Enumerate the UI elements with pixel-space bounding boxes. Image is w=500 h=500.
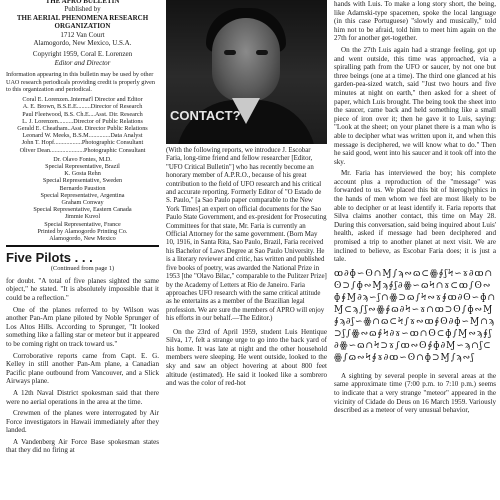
rep-line: Special Representative, France [44, 220, 121, 228]
rep-line: Special Representative, Sweden [42, 177, 123, 185]
rep-line: Jimmie Kuvol [64, 213, 101, 221]
article-paragraph: Mr. Faria has interviewed the boy; his complete account plus a reproduction of the "message" was forwarded to us. We placed this bit of hieroglyphics in the hands of men whom we feel are most likely to be able to decipher or at least identify it. Faria reports that Silva claims another contact, this time on May 28. During this conversation, said being inquired about Luis' health, asked if message had been deciphered and promised a trip to another planet at next visit. We are inclined to believe, as Escobar Faria does; it is just a tale. [334, 169, 496, 264]
rep-line: Special Representative, Eastern Canada [33, 206, 132, 214]
five-pilots-headline: Five Pilots . . . [6, 250, 93, 266]
rep-line: Printed by Alamogordo Printing Co. [37, 227, 128, 235]
left-column [6, 0, 159, 458]
story-opening: On the 23rd of April 1959, student Luis Hentique Silva, 17, felt a strange urge to go into the back yard of his home. It was late at night and the other household members were sleeping. He went outside, looked to the sky and saw an object hovering at about 800 feet altitude (estimated). He said it looked like a sombrero and was the color of red-hot [166, 327, 327, 388]
rep-line: Graham Conway [61, 198, 104, 206]
staff-line: John T. Hopf..................Photographic Consultant [21, 139, 144, 147]
masthead [6, 0, 159, 67]
article-paragraph: A 12th Naval District spokesman said that there were no aerial operations in the area at the time. [6, 388, 159, 406]
article-paragraph: for doubt. "A total of five planes sighted the same object," he stated. "It is absolutely impossible that it could be a reflection." [6, 276, 159, 302]
masthead-title: THE APRO BULLETIN [45, 0, 120, 5]
continued-note: (Continued from page 1) [50, 265, 115, 273]
rep-line: Special Representative, Argentina [40, 191, 125, 199]
middle-column [166, 0, 327, 391]
hieroglyph-message: ꝏ∂ɸ∽ʘ∩Ɱ∫ϡ∾ɷ⊂ꙮ∮ʃϞ∽ɤ∂ꝏ∩ʘ⊃∫ɸ∾Ɱϡ∮ʃ∂ꙮ∽ɷϞ∩ɤ⊂ꝏ∫ʘ∾ɸ∮Ɱ∂ϡ∽ʃ∩ꙮ⊃ɷ∫Ϟ∾ɤ∮ꝏ∂ʘ∽ɸ∩Ɱ⊂ϡ∫ʃ∾ꙮ∮ɷ∂Ϟ∽ɤ∩ꝏ⊃ʘ∫ɸ∾Ɱ∮ϡ∂ʃ∽ꙮ∩ɷ⊂Ϟ∫ɤ∾ꝏ∮ʘ∂ɸ∽Ɱ∩ϡ⊃ʃ∫ꙮ∾ɷ∮Ϟ∂ɤ∽ꝏ∩ʘ⊂ɸ∫Ɱ∾ϡ∮ʃ∂ꙮ∽ɷ∩Ϟ⊃ɤ∫ꝏ∾ʘ∮ɸ∂Ɱ∽ϡ∩ʃ⊂ꙮ∫ɷ∾Ϟ∮ɤ∂ꝏ∽ʘ∩ɸ⊃Ɱ∫ϡ∾ʃ [334, 268, 496, 363]
article-paragraph: Corroborative reports came from Capt. E. G. Kelley in still another Pan-Am plane, a Canadian Pacific plane outbound from Vancouver, and a Slick Airways plane. [6, 351, 159, 386]
address-line-2: Alamogordo, New Mexico, U.S.A. [33, 39, 132, 48]
article-paragraph: On the 27th Luis again had a strange feeling, got up and went outside, this time was approached, via a spiralling path from the UFO or saucer, by not one but three beings (one at a time). The third one glanced at his garden-pea-sized watch, said "Just two hours and five minutes at night on earth," then asked for a sheet of paper, which Luis brought. The being took the sheet into the saucer, came back and held something like a small piece of iron over it; then he gave it to Luis, saying: "Look at the sheet; on your planet there is a man who is able to decipher what was written upon it, and when this message is deciphered, we will know what to do." Then he said good, went into his saucer and it took off into the sky. [334, 45, 496, 166]
staff-line: Paul Fleetwood, B.S. Ch.E....Asst. Dir. Research [22, 110, 143, 118]
staff-line: L. J. Lorenzen..........Director of Public Relations [22, 117, 143, 125]
section-divider [6, 245, 159, 247]
usage-notice: Information appearing in this bulletin may be used by other UAO research periodicals providing credit is properly given to this organization and periodical. [6, 71, 155, 93]
article-paragraph: A sighting by several people in several areas at the same approximate time (7:00 p.m. to 7:10 p.m.) seems to indicate that a very strange "meteor" appeared in the vicinity of Cidade do Deus on 16 March 1959. Variously described as a meteor of very unusual behavior, [334, 371, 496, 415]
published-by: Published by [64, 5, 101, 14]
article-paragraph: One of the planes referred to by Wilson was another Pan-Am plane piloted by Noble Sprunger of Los Altos Hills. According to Sprunger, "It looked something like a falling star or meteor but it appeared to be coming right on track toward us." [6, 305, 159, 348]
staff-line: Coral E. Lorenzen..Internat'l Director and Editor [22, 96, 143, 104]
staff-list [6, 96, 159, 154]
portrait-photo [166, 0, 327, 144]
representatives-list [6, 156, 159, 242]
rep-line: Bernardo Paustion [59, 184, 106, 192]
article-paragraph: Crewmen of the planes were interrogated by Air Force investigators in Hawaii immediately after they landed. [6, 409, 159, 435]
rep-line: Alamogordo, New Mexico [49, 235, 116, 242]
article-paragraph: hands with Luis. To make a long story short, the being, like Adamski-type spacemen, spoke the local language (in this case Portuguese) "slowly and musically," told him not to be afraid, told him to meet him again on the 27th for another get-together. [334, 0, 496, 43]
rep-line: Special Representative, Brazil [45, 162, 120, 170]
rep-line: Dr. Olavo Fontes, M.D. [53, 155, 112, 163]
right-column [334, 0, 496, 418]
editor-line: Editor and Director [54, 58, 111, 67]
copyright: Copyright 1959, Coral E. Lorenzen [32, 50, 133, 59]
staff-line: Leonard W. Meeks, B.S.M..............Data Analyst [22, 132, 143, 140]
staff-line: A. E. Brown, B.S.E.E.........Director of Research [22, 103, 143, 111]
org-name: THE AERIAL PHENOMENA RESEARCH ORGANIZATION [16, 13, 149, 31]
article-paragraph: A Vandenberg Air Force Base spokesman states that they did no firing at [6, 437, 159, 455]
address-line-1: 1712 Van Court [60, 30, 105, 39]
editorial-note: (With the following reports, we introduce J. Escobar Faria, long-time friend and fellow researcher [Editor, "UFO Critical Bulletin"] who has recently become an honorary member of A.P.R.O., because of his great contribution to the field of UFO research and his critical and accurate reporting. Formerly Editor of "O Estado de S. Paulo," [a Sao Paulo paper comparable to the New York Times] an expert on official documents for the Sao Paulo State Government, and ex-president for Prosecuting Committees for that state, Mr. Faria is currently an Official Attorney for the same government. (Born May 10, 1916, in Santa Rita, Sao Paulo, Brazil, Faria received his Bachelor of Laws Degree at Sao Paulo University. He is a literary reviewer and critic, has written and published five books of poetry, was awarded the National Prize in 1953 [the "Olavo Bilac," comparable to the Pulitzer Prize] by the Academy of Letters at Rio de Janeiro. Faria approaches UFO research with the same critical attitude as he entertains as a member of the Brazilian legal profession. We are sure the members of APRO will enjoy his efforts in our behalf.—The Editor.) [166, 147, 327, 323]
staff-line: Gerald E. Cheatham..Asst. Director Public Relations [17, 124, 148, 132]
rep-line: K. Gosta Rehn [64, 170, 101, 178]
staff-line: Oliver Dean......................Photographic Consultant [19, 146, 146, 154]
photo-caption: CONTACT? [170, 108, 241, 123]
